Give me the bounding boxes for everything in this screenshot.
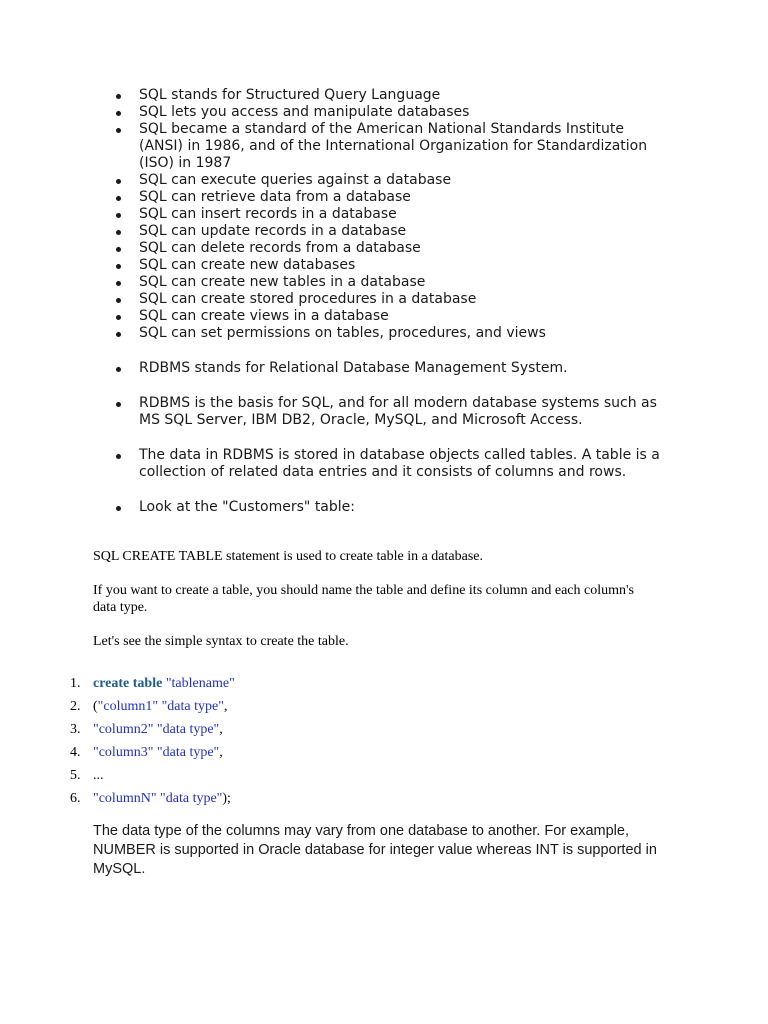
code-line bbox=[70, 741, 235, 764]
code-string: "tablename" bbox=[165, 676, 235, 691]
line-number: 6. bbox=[70, 791, 81, 806]
create-table-syntax-code bbox=[70, 672, 235, 810]
sql-keyword: create table bbox=[93, 676, 163, 691]
code-string: "column1" "data type" bbox=[97, 699, 224, 714]
bullet-item: SQL can create new tables in a database bbox=[112, 274, 672, 291]
syntax-intro-paragraph: Let's see the simple syntax to create the table. bbox=[93, 634, 349, 649]
bullet-item: The data in RDBMS is stored in database objects called tables. A table is a collection of related data entries and it consists of columns and rows. bbox=[112, 447, 672, 481]
code-line bbox=[70, 787, 235, 810]
bullet-item: SQL can update records in a database bbox=[112, 223, 672, 240]
bullet-item: SQL can delete records from a database bbox=[112, 240, 672, 257]
line-number: 1. bbox=[70, 676, 81, 691]
code-string: "columnN" "data type" bbox=[93, 791, 223, 806]
code-string: "column2" "data type" bbox=[93, 722, 220, 737]
bullet-item: RDBMS is the basis for SQL, and for all modern database systems such as MS SQL Server, IBM DB2, Oracle, MySQL, and Microsoft Access. bbox=[112, 395, 672, 429]
line-number: 2. bbox=[70, 699, 81, 714]
bullet-item: SQL can insert records in a database bbox=[112, 206, 672, 223]
sql-facts-bullet-list bbox=[112, 87, 672, 516]
bullet-item: SQL can retrieve data from a database bbox=[112, 189, 672, 206]
code-line bbox=[70, 672, 235, 695]
code-punctuation: ( bbox=[93, 699, 98, 714]
code-punctuation: , bbox=[223, 699, 228, 714]
code-line bbox=[70, 764, 235, 787]
code-punctuation: , bbox=[219, 722, 223, 737]
create-table-intro-paragraph: SQL CREATE TABLE statement is used to create table in a database. bbox=[93, 549, 483, 564]
line-number: 5. bbox=[70, 768, 81, 783]
code-line bbox=[70, 695, 235, 718]
bullet-item: SQL can set permissions on tables, procedures, and views bbox=[112, 325, 672, 342]
bullet-item: SQL can create new databases bbox=[112, 257, 672, 274]
line-number: 4. bbox=[70, 745, 81, 760]
bullet-item: SQL can execute queries against a database bbox=[112, 172, 672, 189]
bullet-item: SQL became a standard of the American National Standards Institute (ANSI) in 1986, and of the International Organization for Standardization (ISO) in 1987 bbox=[112, 121, 672, 172]
bullet-item: SQL can create stored procedures in a database bbox=[112, 291, 672, 308]
code-punctuation: ); bbox=[222, 791, 231, 806]
code-punctuation: , bbox=[219, 745, 223, 760]
bullet-item: SQL can create views in a database bbox=[112, 308, 672, 325]
code-ellipsis: ... bbox=[93, 768, 104, 783]
bullet-item: SQL stands for Structured Query Language bbox=[112, 87, 672, 104]
data-type-variation-paragraph: The data type of the columns may vary from one database to another. For example, NUMBER is supported in Oracle database for integer value whereas INT is supported in MySQL. bbox=[93, 823, 657, 877]
bullet-item: RDBMS stands for Relational Database Management System. bbox=[112, 360, 672, 377]
define-columns-paragraph: If you want to create a table, you should name the table and define its column and each column's data type. bbox=[93, 583, 634, 615]
bullet-item: SQL lets you access and manipulate databases bbox=[112, 104, 672, 121]
bullet-item: Look at the "Customers" table: bbox=[112, 499, 672, 516]
code-string: "column3" "data type" bbox=[93, 745, 220, 760]
line-number: 3. bbox=[70, 722, 81, 737]
code-line bbox=[70, 718, 235, 741]
